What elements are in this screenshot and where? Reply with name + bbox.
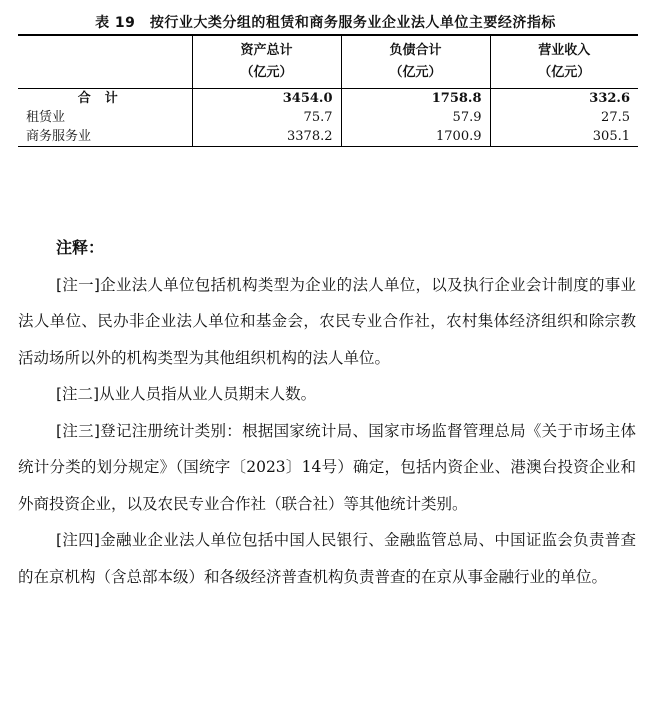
note-tag: [注二] [56, 385, 100, 403]
cell-revenue: 305.1 [490, 127, 638, 147]
table-title: 表 19 按行业大类分组的租赁和商务服务业企业法人单位主要经济指标 [95, 15, 556, 31]
table-header-row [18, 35, 638, 89]
table-row-total [18, 89, 638, 109]
notes-section [18, 230, 636, 595]
row-label: 合计 [77, 91, 132, 106]
note-2 [18, 376, 636, 413]
note-text: 金融业企业法人单位包括中国人民银行、金融监管总局、中国证监会负责普查的在京机构（含总部本级）和各级经济普查机构负责普查的在京从事金融行业的单位。 [18, 531, 636, 586]
header-assets-unit: （亿元） [240, 65, 293, 80]
cell-assets: 75.7 [192, 108, 341, 127]
cell-revenue: 332.6 [490, 89, 638, 109]
cell-liabilities: 1758.8 [341, 89, 490, 109]
row-label: 租赁业 [26, 110, 66, 125]
header-liabilities-label: 负债合计 [389, 43, 442, 58]
cell-liabilities: 1700.9 [341, 127, 490, 147]
row-label: 商务服务业 [18, 127, 192, 147]
table-row [18, 108, 638, 127]
header-assets-label: 资产总计 [240, 43, 293, 58]
note-tag: [注四] [56, 531, 100, 549]
header-assets [192, 35, 341, 89]
header-liabilities [341, 35, 490, 89]
note-tag: [注三] [56, 421, 100, 440]
cell-revenue: 27.5 [490, 108, 638, 127]
note-tag: [注一] [56, 275, 100, 294]
header-liabilities-unit: （亿元） [389, 65, 442, 80]
note-1 [18, 267, 636, 377]
note-text: 从业人员指从业人员期末人数。 [99, 385, 317, 403]
note-4 [18, 522, 636, 595]
header-revenue [490, 35, 638, 89]
cell-assets: 3378.2 [192, 127, 341, 147]
statistics-table [18, 34, 638, 147]
cell-liabilities: 57.9 [341, 108, 490, 127]
notes-heading: 注释： [56, 238, 105, 257]
header-revenue-unit: （亿元） [538, 65, 591, 80]
note-text: 登记注册统计类别：根据国家统计局、国家市场监督管理总局《关于市场主体统计分类的划分规定》（国统字〔2023〕14号）确定，包括内资企业、港澳台投资企业和外商投资企业，以及农民专业合作社（联合社）等其他统计类别。 [18, 421, 636, 513]
note-3 [18, 413, 636, 523]
cell-assets: 3454.0 [192, 89, 341, 109]
note-text: 企业法人单位包括机构类型为企业的法人单位，以及执行企业会计制度的事业法人单位、民办非企业法人单位和基金会，农民专业合作社，农村集体经济组织和除宗教活动场所以外的机构类型为其他组织机构的法人单位。 [18, 275, 636, 367]
header-revenue-label: 营业收入 [538, 43, 591, 58]
header-blank [18, 35, 192, 89]
table-row [18, 127, 638, 147]
